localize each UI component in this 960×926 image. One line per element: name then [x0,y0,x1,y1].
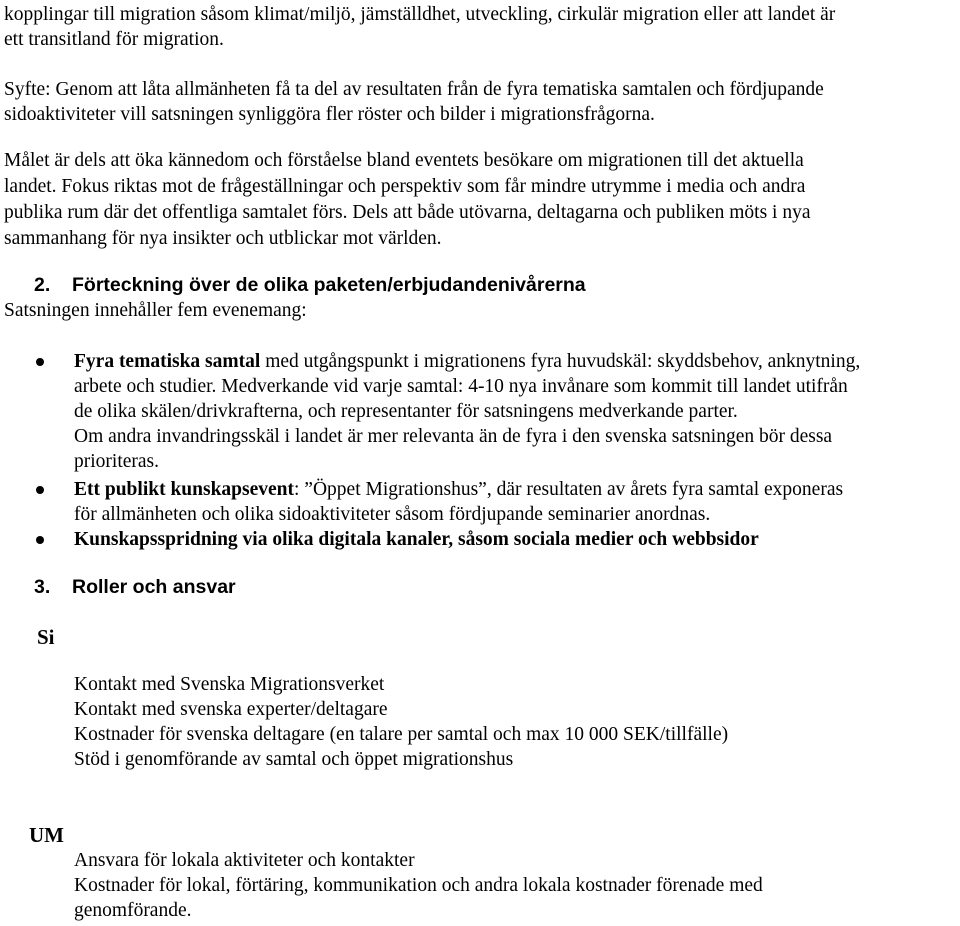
section-number: 2. [34,274,51,296]
text-line: Om andra invandringsskäl i landet är mer relevanta än de fyra i den svenska satsningen bör dessa [74,426,833,447]
bullet-icon [36,536,44,544]
bullet-icon [36,486,44,494]
list-item-bold: Kunskapsspridning via olika digitala kanaler, såsom sociala medier och webbsidor [74,529,759,550]
list-item: Stöd i genomförande av samtal och öppet migrationshus [74,749,514,770]
list-item-text [74,477,958,527]
list-item-bold: Fyra tematiska samtal [74,351,261,372]
list-item: Kontakt med svenska experter/deltagare [74,699,388,720]
list-item: Kostnader för lokal, förtäring, kommunikation och andra lokala kostnader förenade med [74,875,763,896]
text-line: sammanhang för nya insikter och utblickar mot världen. [4,228,442,249]
purpose-paragraph [4,77,954,127]
role-list [74,848,763,923]
section-2-heading [0,273,586,297]
bullet-icon [36,358,44,366]
role-label: UM [29,823,64,847]
list-item: Kontakt med Svenska Migrationsverket [74,674,385,695]
role-list [74,672,728,772]
list-item: genomförande. [74,900,192,921]
goal-paragraph [4,148,954,252]
text-line: Syfte: Genom att låta allmänheten få ta del av resultaten från de fyra tematiska samtalen och fördjupande [4,79,824,100]
text-span: : ”Öppet Migrationshus”, där resultaten av årets fyra samtal exponeras [294,479,844,500]
section-number: 3. [34,576,51,598]
role-label: Si [37,625,55,649]
text-line: ett transitland för migration. [4,29,224,50]
text-line: för allmänheten och olika sidoaktiviteter såsom fördjupande seminarier anordnas. [74,504,711,525]
section-title: Roller och ansvar [72,576,236,598]
section-2-intro [4,298,954,323]
text-line: landet. Fokus riktas mot de frågeställningar och perspektiv som får mindre utrymme i media och andra [4,176,806,197]
text-line: de olika skälen/drivkrafterna, och representanter för satsningens medverkande parter. [74,401,738,422]
text-line: arbete och studier. Medverkande vid varje samtal: 4-10 nya invånare som kommit till landet utifrån [74,376,848,397]
text-line: publika rum där det offentliga samtalet förs. Dels att både utövarna, deltagarna och publiken möts i nya [4,202,811,223]
text-line: prioriteras. [74,451,160,472]
text-line: sidoaktiviteter vill satsningen synliggöra fler röster och bilder i migrationsfrågorna. [4,104,655,125]
list-item-bold: Ett publikt kunskapsevent [74,479,295,500]
list-item: Kostnader för svenska deltagare (en talare per samtal och max 10 000 SEK/tillfälle) [74,724,729,745]
section-3-heading [0,575,236,599]
text-line: kopplingar till migration såsom klimat/miljö, jämställdhet, utveckling, cirkulär migration eller att landet är [4,4,836,25]
intro-paragraph [4,2,954,52]
list-item: Ansvara för lokala aktiviteter och kontakter [74,850,415,871]
section-title: Förteckning över de olika paketen/erbjudandenivårerna [72,274,586,296]
text-span: med utgångspunkt i migrationens fyra huvudskäl: skyddsbehov, anknytning, [260,351,861,372]
text-line: Målet är dels att öka kännedom och förståelse bland eventets besökare om migrationen till det aktuella [4,150,804,171]
list-item-text [74,349,958,474]
text-line: Satsningen innehåller fem evenemang: [4,300,307,321]
list-item-text [74,527,958,552]
